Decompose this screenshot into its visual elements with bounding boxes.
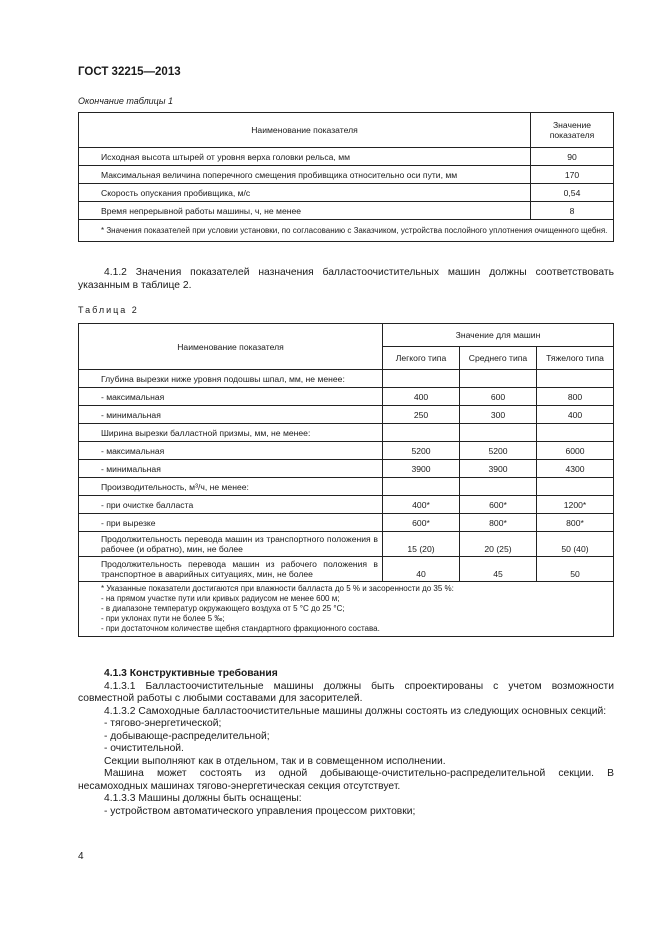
table2-footnote: - в диапазоне температур окружающего воздуха от 5 °С до 25 °С; xyxy=(101,604,345,613)
table1-row-name: Время непрерывной работы машины, ч, не менее xyxy=(79,202,531,220)
table2-footnote: * Указанные показатели достигаются при влажности балласта до 5 % и засоренности до 35 %: xyxy=(101,584,454,593)
table2-cell: 3900 xyxy=(383,460,460,478)
table-row xyxy=(79,460,614,478)
list-item: - устройством автоматического управления процессом рихтовки; xyxy=(104,805,416,817)
table2-cell xyxy=(383,478,460,496)
table2-footnote: - при достаточном количестве щебня стандартного фракционного состава. xyxy=(101,624,380,633)
table1-footnote: * Значения показателей при условии установки, по согласованию с Заказчиком, устройства послойного уплотнения очищенного щебня. xyxy=(79,220,614,242)
equipment-list xyxy=(78,806,614,819)
table2-cell xyxy=(537,370,614,388)
sections-list xyxy=(78,718,614,756)
table-row xyxy=(79,442,614,460)
table1-row-name: Исходная высота штырей от уровня верха головки рельса, мм xyxy=(79,148,531,166)
table2-row-name: - при очистке балласта xyxy=(79,496,383,514)
table2-row-name: Производительность, м³/ч, не менее: xyxy=(79,478,383,496)
table-row xyxy=(79,202,614,220)
section-4-1-3 xyxy=(78,668,614,818)
table2-cell: 600* xyxy=(383,514,460,532)
paragraph-sections: Секции выполняют как в отдельном, так и в совмещенном исполнении. xyxy=(104,755,446,767)
table1-row-value: 8 xyxy=(531,202,614,220)
table2-cell: 1200* xyxy=(537,496,614,514)
table-row xyxy=(79,388,614,406)
paragraph-4-1-3-2: 4.1.3.2 Самоходные балластоочистительные машины должны состоять из следующих основных секций: xyxy=(104,705,607,717)
table2-cell xyxy=(460,370,537,388)
table2-footnote: - на прямом участке пути или кривых радиусом не менее 600 м; xyxy=(101,594,340,603)
table1-row-value: 170 xyxy=(531,166,614,184)
table1-row-name: Максимальная величина поперечного смещения пробивщика относительно оси пути, мм xyxy=(79,166,531,184)
table-row xyxy=(79,557,614,582)
table2-cell: 400 xyxy=(383,388,460,406)
document-header: ГОСТ 32215—2013 xyxy=(78,66,181,78)
table2-row-name: Продолжительность перевода машин из рабочего положения в транспортное в аварийных ситуациях, мин, не более xyxy=(79,557,383,582)
table1-head-value: Значение показателя xyxy=(531,113,614,148)
paragraph-4-1-3-1: 4.1.3.1 Балластоочистительные машины должны быть спроектированы с учетом возможности совместной работы с любыми составами для засорителей. xyxy=(78,680,614,704)
page-number: 4 xyxy=(78,851,84,862)
table2-row-name: Продолжительность перевода машин из транспортного положения в рабочее (и обратно), мин, не более xyxy=(79,532,383,557)
table2-row-name: Глубина вырезки ниже уровня подошвы шпал, мм, не менее: xyxy=(79,370,383,388)
section-heading: 4.1.3 Конструктивные требования xyxy=(104,668,278,679)
table2-cell: 800* xyxy=(460,514,537,532)
table2-cell: 50 xyxy=(537,557,614,582)
table2-cell: 300 xyxy=(460,406,537,424)
table2-cell: 20 (25) xyxy=(460,532,537,557)
table2-cell xyxy=(537,478,614,496)
list-item: - добывающе-распределительной; xyxy=(104,730,270,742)
table2-cell: 400 xyxy=(537,406,614,424)
table2-head-col: Легкого типа xyxy=(383,347,460,370)
table2-cell xyxy=(383,424,460,442)
table1-row-value: 90 xyxy=(531,148,614,166)
table2-cell: 5200 xyxy=(460,442,537,460)
table2-head-name: Наименование показателя xyxy=(79,324,383,370)
table2-cell: 600 xyxy=(460,388,537,406)
list-item: - очистительной. xyxy=(104,743,184,754)
table2-cell: 800 xyxy=(537,388,614,406)
table2-cell xyxy=(460,424,537,442)
table2-row-name: - минимальная xyxy=(79,460,383,478)
table2-row-name: - максимальная xyxy=(79,388,383,406)
table1-head-name: Наименование показателя xyxy=(79,113,531,148)
table2-cell xyxy=(537,424,614,442)
paragraph-machine: Машина может состоять из одной добывающе-очистительно-распределительной секции. В несамоходных машинах тягово-энергетическая секция отсутствует. xyxy=(78,768,614,792)
table2-cell: 50 (40) xyxy=(537,532,614,557)
table1-row-name: Скорость опускания пробивщика, м/с xyxy=(79,184,531,202)
table2-cell: 45 xyxy=(460,557,537,582)
table2-head-group: Значение для машин xyxy=(383,324,614,347)
table1-row-value: 0,54 xyxy=(531,184,614,202)
table2-row-name: - минимальная xyxy=(79,406,383,424)
table2-head-col: Среднего типа xyxy=(460,347,537,370)
table2-row-name: - максимальная xyxy=(79,442,383,460)
table-row xyxy=(79,532,614,557)
table-row xyxy=(79,514,614,532)
table2-cell: 6000 xyxy=(537,442,614,460)
table2-footnote: - при уклонах пути не более 5 ‰; xyxy=(101,614,225,623)
table-row xyxy=(79,424,614,442)
table2-head-col: Тяжелого типа xyxy=(537,347,614,370)
table1-caption: Окончание таблицы 1 xyxy=(78,96,173,106)
table-2 xyxy=(78,323,614,637)
table-row xyxy=(79,370,614,388)
table2-cell: 3900 xyxy=(460,460,537,478)
table-row xyxy=(79,406,614,424)
table-row xyxy=(79,166,614,184)
table-row xyxy=(79,496,614,514)
table2-cell: 5200 xyxy=(383,442,460,460)
table-row xyxy=(79,184,614,202)
table2-cell: 400* xyxy=(383,496,460,514)
paragraph-4-1-3-3: 4.1.3.3 Машины должны быть оснащены: xyxy=(104,793,302,804)
table2-cell: 250 xyxy=(383,406,460,424)
table2-cell: 800* xyxy=(537,514,614,532)
table-1 xyxy=(78,112,614,242)
table2-cell xyxy=(383,370,460,388)
paragraph-4-1-2: 4.1.2 Значения показателей назначения балластоочистительных машин должны соответствовать указанным в таблице 2. xyxy=(78,267,614,291)
list-item: - тягово-энергетической; xyxy=(104,718,222,729)
table2-caption: Таблица 2 xyxy=(78,305,139,315)
table2-cell: 40 xyxy=(383,557,460,582)
table2-cell: 4300 xyxy=(537,460,614,478)
table2-row-name: - при вырезке xyxy=(79,514,383,532)
table2-cell: 600* xyxy=(460,496,537,514)
table2-footnotes xyxy=(79,582,614,637)
table2-cell: 15 (20) xyxy=(383,532,460,557)
table2-row-name: Ширина вырезки балластной призмы, мм, не менее: xyxy=(79,424,383,442)
table-row xyxy=(79,148,614,166)
table2-cell xyxy=(460,478,537,496)
table-row xyxy=(79,478,614,496)
